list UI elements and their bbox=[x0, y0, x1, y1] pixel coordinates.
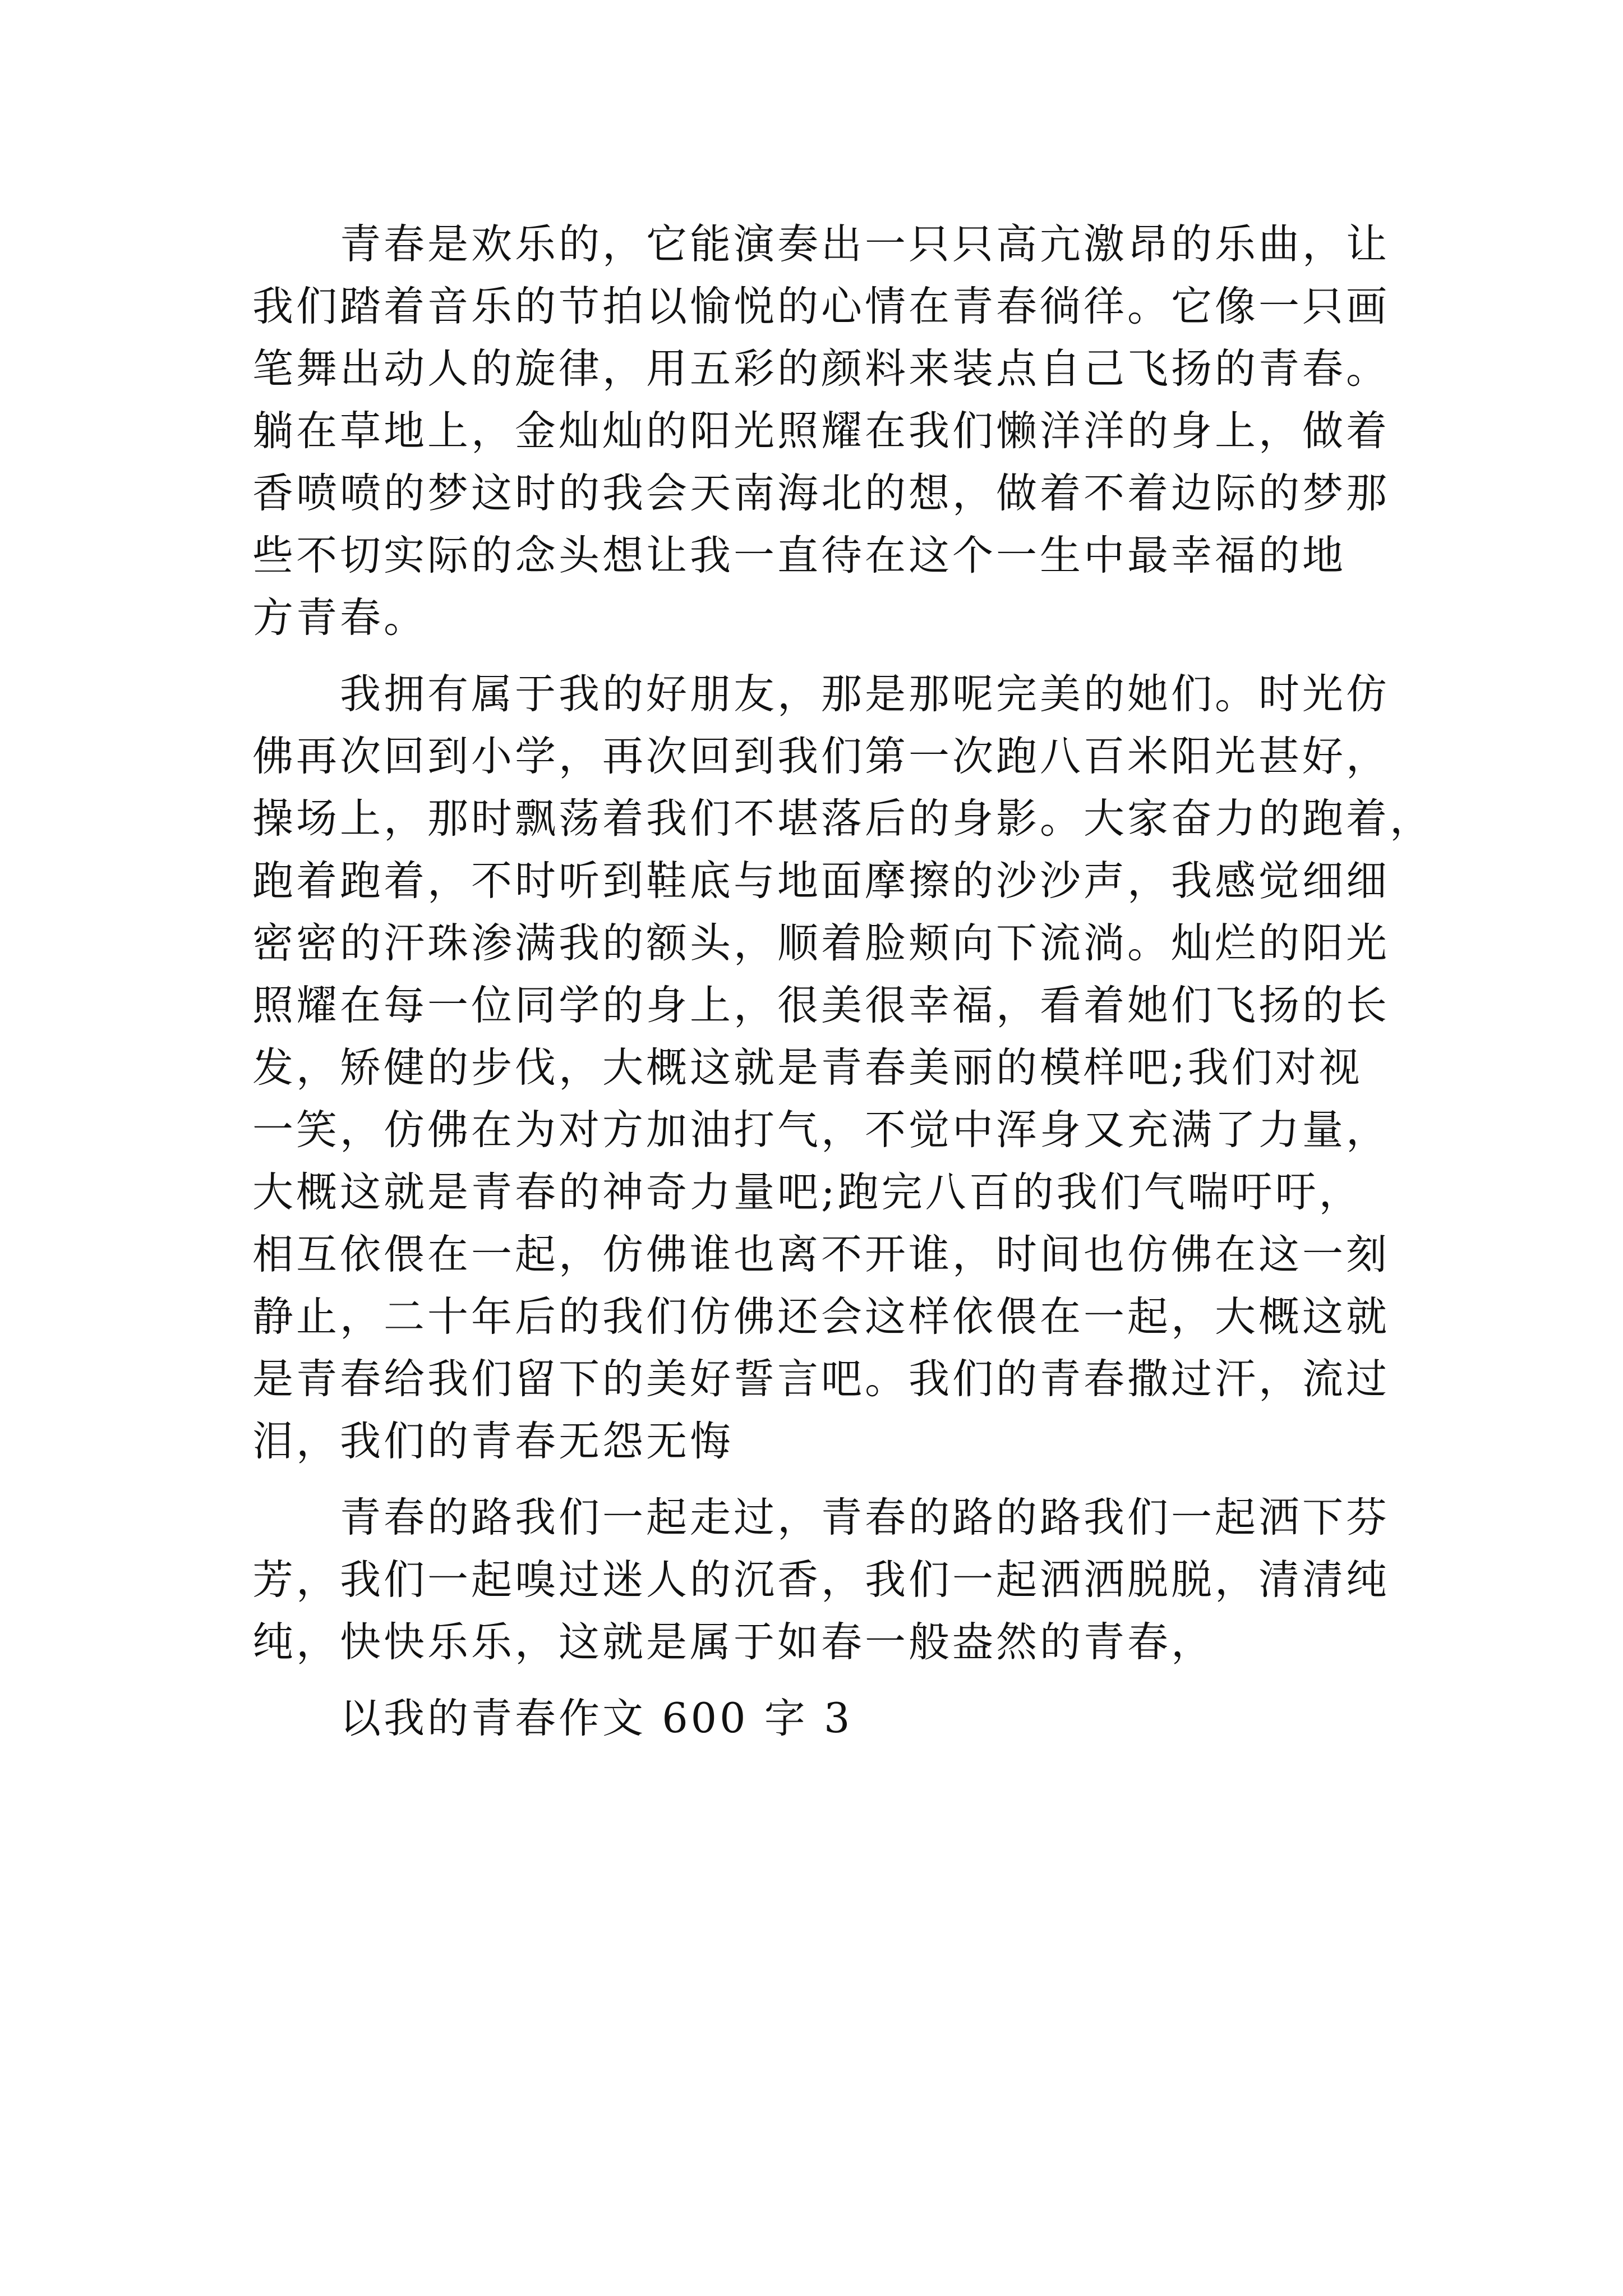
text-line: 纯，快快乐乐，这就是属于如春一般盎然的青春， bbox=[252, 1618, 1215, 1666]
text-line: 跑着跑着，不时听到鞋底与地面摩擦的沙沙声，我感觉细细 bbox=[252, 857, 1390, 905]
section-heading bbox=[252, 1687, 1402, 1750]
text-line: 照耀在每一位同学的身上，很美很幸福，看着她们飞扬的长 bbox=[252, 982, 1390, 1029]
text-line: 大概这就是青春的神奇力量吧;跑完八百的我们气喘吁吁， bbox=[252, 1168, 1363, 1216]
text-line: 密密的汗珠渗满我的额头，顺着脸颊向下流淌。灿烂的阳光 bbox=[252, 919, 1390, 967]
text-line: 发，矫健的步伐，大概这就是青春美丽的模样吧;我们对视 bbox=[252, 1044, 1363, 1092]
text-line: 相互依偎在一起，仿佛谁也离不开谁，时间也仿佛在这一刻 bbox=[252, 1231, 1390, 1278]
text-line: 泪，我们的青春无怨无悔 bbox=[252, 1418, 734, 1465]
text-line: 是青春给我们留下的美好誓言吧。我们的青春撒过汗，流过 bbox=[252, 1355, 1390, 1403]
text-line: 青春的路我们一起走过，青春的路的路我们一起洒下芬 bbox=[252, 1494, 1390, 1542]
text-line: 青春是欢乐的，它能演奏出一只只高亢激昂的乐曲，让 bbox=[252, 220, 1390, 268]
paragraph-3 bbox=[252, 1487, 1402, 1673]
text-line: 静止，二十年后的我们仿佛还会这样依偎在一起，大概这就 bbox=[252, 1293, 1390, 1341]
text-line: 笔舞出动人的旋律，用五彩的颜料来装点自己飞扬的青春。 bbox=[252, 345, 1390, 393]
text-line: 一笑，仿佛在为对方加油打气，不觉中浑身又充满了力量， bbox=[252, 1106, 1390, 1154]
document-body bbox=[252, 213, 1433, 1750]
text-line: 躺在草地上，金灿灿的阳光照耀在我们懒洋洋的身上，做着 bbox=[252, 407, 1390, 455]
text-line: 操场上，那时飘荡着我们不堪落后的身影。大家奋力的跑着， bbox=[252, 795, 1433, 843]
text-line: 佛再次回到小学，再次回到我们第一次跑八百米阳光甚好， bbox=[252, 733, 1390, 780]
text-line: 些不切实际的念头想让我一直待在这个一生中最幸福的地 bbox=[252, 532, 1346, 579]
paragraph-2 bbox=[252, 663, 1433, 1473]
text-line: 芳，我们一起嗅过迷人的沉香，我们一起洒洒脱脱，清清纯 bbox=[252, 1556, 1390, 1604]
text-line: 香喷喷的梦这时的我会天南海北的想，做着不着边际的梦那 bbox=[252, 470, 1390, 517]
text-line: 我们踏着音乐的节拍以愉悦的心情在青春徜徉。它像一只画 bbox=[252, 283, 1390, 330]
paragraph-1 bbox=[252, 213, 1402, 649]
heading-line: 以我的青春作文 600 字 3 bbox=[252, 1695, 853, 1742]
text-line: 我拥有属于我的好朋友，那是那呢完美的她们。时光仿 bbox=[252, 670, 1390, 718]
text-line: 方青春。 bbox=[252, 594, 427, 642]
